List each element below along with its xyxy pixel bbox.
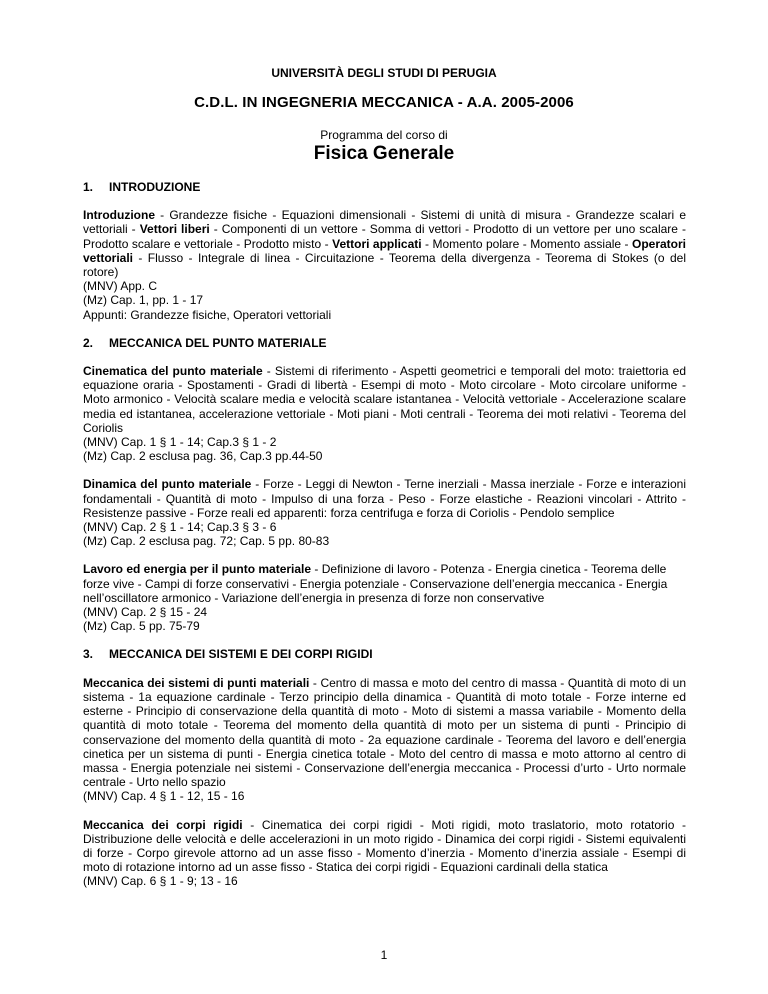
- topic-paragraph: [83, 818, 686, 889]
- section-heading: [83, 336, 686, 350]
- reference-line: (MNV) Cap. 4 § 1 - 12, 15 - 16: [83, 789, 245, 804]
- topic-paragraph: [83, 208, 686, 322]
- reference-line: (Mz) Cap. 5 pp. 75-79: [83, 619, 200, 634]
- section-number: 3.: [83, 647, 94, 662]
- topic-paragraph: [83, 562, 686, 633]
- course-line: C.D.L. IN INGEGNERIA MECCANICA - A.A. 2005-2006: [194, 94, 574, 111]
- topic-text: Introduzione - Grandezze fisiche - Equazioni dimensionali - Sistemi di unità di misura - Grandezze scalari e vettoriali - Vettori liberi - Componenti di un vettore - Somma di vettori - Prodotto di un vettore per uno scalare - Prodotto scalare e vettoriale - Prodotto misto - Vettori applicati - Momento polare - Momento assiale - Operatori vettoriali - Flusso - Integrale di linea - Circuitazione - Teorema della divergenza - Teorema di Stokes (o del rotore): [83, 208, 687, 280]
- section-heading: [83, 647, 686, 661]
- reference-line: (MNV) Cap. 6 § 1 - 9; 13 - 16: [83, 874, 238, 889]
- topic-text: Meccanica dei sistemi di punti materiali - Centro di massa e moto del centro di massa - Quantità di moto di un sistema - 1a equazione cardinale - Terzo principio della dinamica - Quantità di moto totale - Forze interne ed esterne - Principio di conservazione della quantità di moto - Moto di sistemi a massa variabile - Momento della quantità di moto totale - Teorema del momento della quantità di moto per un sistema di punti - Principio di conservazione del momento della quantità di moto - 2a equazione cardinale - Teorema del lavoro e dell’energia cinetica per un sistema di punti - Energia cinetica totale - Moto del centro di massa e moto attorno al centro di massa - Energia potenziale nei sistemi - Conservazione dell’energia meccanica - Processi d’urto - Urto normale centrale - Urto nello spazio: [83, 675, 686, 790]
- university-name: UNIVERSITÀ DEGLI STUDI DI PERUGIA: [271, 66, 497, 80]
- topic-paragraph: [83, 477, 686, 548]
- reference-line: (MNV) App. C: [83, 279, 158, 294]
- page-number: 1: [380, 948, 388, 962]
- reference-line: (Mz) Cap. 2 esclusa pag. 72; Cap. 5 pp. 80-83: [83, 534, 330, 549]
- topic-paragraph: [83, 364, 686, 463]
- document-body: [83, 180, 686, 903]
- section-title: MECCANICA DEI SISTEMI E DEI CORPI RIGIDI: [109, 647, 373, 662]
- section-number: 2.: [83, 335, 94, 350]
- reference-line: (MNV) Cap. 2 § 15 - 24: [83, 605, 208, 620]
- section-title: INTRODUZIONE: [109, 180, 201, 194]
- topic-text: Lavoro ed energia per il punto materiale - Definizione di lavoro - Potenza - Energia cinetica - Teorema delle forze vive - Campi di forze conservativi - Energia potenziale - Conservazione dell’energia meccanica - Energia nell’oscillatore armonico - Variazione dell’energia in presenza di forze non conservative: [83, 562, 668, 605]
- reference-line: (MNV) Cap. 2 § 1 - 14; Cap.3 § 3 - 6: [83, 520, 277, 535]
- program-of-label: Programma del corso di: [320, 128, 448, 142]
- reference-line: (MNV) Cap. 1 § 1 - 14; Cap.3 § 1 - 2: [83, 435, 277, 450]
- topic-paragraph: [83, 676, 686, 804]
- section-number: 1.: [83, 180, 94, 194]
- topic-text: Meccanica dei corpi rigidi - Cinematica dei corpi rigidi - Moti rigidi, moto traslatorio, moto rotatorio - Distribuzione delle velocità e delle accelerazioni in un moto rigido - Dinamica dei corpi rigidi - Sistemi equivalenti di forze - Corpo girevole attorno ad un asse fisso - Momento d’inerzia - Momento d’inerzia assiale - Esempi di moto di rotazione intorno ad un asse fisso - Statica dei corpi rigidi - Equazioni cardinali della statica: [83, 817, 686, 875]
- reference-line: (Mz) Cap. 1, pp. 1 - 17: [83, 293, 204, 308]
- reference-line: (Mz) Cap. 2 esclusa pag. 36, Cap.3 pp.44-50: [83, 449, 323, 464]
- topic-text: Cinematica del punto materiale - Sistemi di riferimento - Aspetti geometrici e temporali del moto: traiettoria ed equazione oraria - Spostamenti - Gradi di libertà - Esempi di moto - Moto circolare - Moto circolare uniforme - Moto armonico - Velocità scalare media e velocità scalare istantanea - Velocità vettoriale - Accelerazione scalare media ed istantanea, accelerazione vettoriale - Moti piani - Moti centrali - Teorema dei moti relativi - Teorema del Coriolis: [83, 364, 686, 435]
- section-heading: [83, 180, 686, 194]
- reference-line: Appunti: Grandezze fisiche, Operatori vettoriali: [83, 307, 332, 322]
- section-title: MECCANICA DEL PUNTO MATERIALE: [109, 335, 327, 350]
- topic-text: Dinamica del punto materiale - Forze - Leggi di Newton - Terne inerziali - Massa inerziale - Forze e interazioni fondamentali - Quantità di moto - Impulso di una forza - Peso - Forze elastiche - Reazioni vincolari - Attrito - Resistenze passive - Forze reali ed apparenti: forza centrifuga e forza di Coriolis - Pendolo semplice: [83, 477, 686, 520]
- course-title: Fisica Generale: [313, 143, 455, 164]
